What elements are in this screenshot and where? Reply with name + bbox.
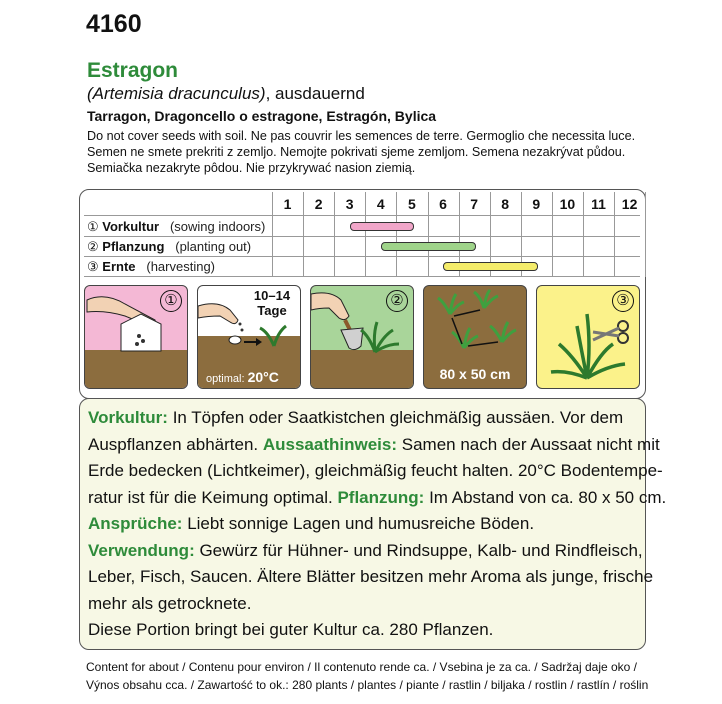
instruction-line xyxy=(88,405,637,432)
row-number: ② xyxy=(87,239,99,254)
month-header-2: 2 xyxy=(314,196,323,212)
month-header-5: 5 xyxy=(407,196,416,212)
instruction-text: Erde bedecken (Lichtkeimer), gleichmäßig feucht halten. 20°C Bodentempe- xyxy=(88,461,663,480)
month-header-1: 1 xyxy=(283,196,292,212)
month-header-7: 7 xyxy=(470,196,478,212)
month-header-12: 12 xyxy=(621,196,638,212)
step-number-badge: ② xyxy=(386,290,408,312)
instruction-text: mehr als getrocknete. xyxy=(88,593,252,613)
row-subtitle: (planting out) xyxy=(175,239,252,254)
footer-line: Content for about / Contenu pour environ / Il contenuto rende ca. / Vsebina je za ca. / Sadržaj daje oko / xyxy=(86,660,638,674)
grid-column-line xyxy=(428,192,429,277)
panel-sowing-indoors xyxy=(84,285,188,389)
calendar-bar-ernte xyxy=(443,262,538,271)
instruction-heading: Vorkultur: xyxy=(88,408,168,427)
instruction-line xyxy=(88,485,667,512)
grid-column-line xyxy=(365,192,366,277)
calendar-bar-vorkultur xyxy=(350,222,414,231)
month-header-4: 4 xyxy=(376,196,385,212)
footer-line: Výnos obsahu cca. / Zawartość to ok.: 280 plants / plantes / piante / rastlin / biljaka / rostlin / rastlín / roślin xyxy=(86,678,649,692)
row-number: ① xyxy=(87,219,99,234)
panel-planting-out xyxy=(310,285,414,389)
growing-instructions xyxy=(79,398,667,650)
instruction-line xyxy=(88,591,637,618)
product-title: Estragon xyxy=(87,59,179,82)
grid-column-line xyxy=(583,192,584,277)
grid-column-line xyxy=(396,192,397,277)
row-number: ③ xyxy=(87,259,99,274)
row-label-vorkultur xyxy=(87,219,265,235)
month-header-6: 6 xyxy=(439,196,447,212)
note-line: Do not cover seeds with soil. Ne pas couvrir les semences de terre. Germoglio che necessita luce. xyxy=(87,129,636,143)
instruction-text: In Töpfen oder Saatkistchen gleichmäßig aussäen. Vor dem xyxy=(167,408,624,427)
grid-column-line xyxy=(334,192,335,277)
step-number-badge: ① xyxy=(160,290,182,312)
row-title: Vorkultur xyxy=(102,219,160,234)
instruction-line xyxy=(88,432,660,459)
latin-name xyxy=(87,84,365,104)
panel-harvest xyxy=(536,285,640,389)
instruction-text: Liebt sonnige Lagen und humusreiche Böden. xyxy=(182,514,535,533)
calendar-bar-pflanzung xyxy=(381,242,476,251)
instruction-line xyxy=(88,458,663,485)
grid-row-line xyxy=(84,256,640,257)
optimal-label: optimal: xyxy=(206,373,245,385)
month-header-9: 9 xyxy=(532,196,541,212)
instruction-line xyxy=(88,564,654,591)
instruction-text: Auspflanzen abhärten. xyxy=(88,434,263,454)
grid-row-line xyxy=(84,276,640,277)
note-line: Semen ne smete prekriti z zemljo. Nemojte pokrivati sjeme zemljom. Semena nezakrývat půdou. xyxy=(87,145,626,159)
panel-germination xyxy=(197,285,301,389)
instruction-text: Samen nach der Aussaat nicht mit xyxy=(397,434,660,454)
note-line: Semiačka nezakryte pôdou. Nie przykrywać nasion ziemią. xyxy=(87,161,416,175)
latin-binomial: (Artemisia dracunculus) xyxy=(87,84,266,103)
month-header-11: 11 xyxy=(591,196,606,212)
translated-names: Tarragon, Dragoncello o estragone, Estragón, Bylica xyxy=(87,108,437,124)
instruction-heading: Verwendung: xyxy=(88,540,195,560)
row-label-ernte xyxy=(87,259,215,275)
grid-column-line xyxy=(303,192,304,277)
instruction-text: Leber, Fisch, Saucen. Ältere Blätter besitzen mehr Aroma als junge, frische xyxy=(88,567,654,586)
grid-row-line xyxy=(84,215,640,216)
grid-column-line xyxy=(272,192,273,277)
instruction-line xyxy=(88,617,637,644)
instruction-text: ratur ist für die Keimung optimal. xyxy=(88,487,338,507)
instruction-heading: Aussaathinweis: xyxy=(262,434,398,454)
instruction-line xyxy=(88,538,643,565)
spacing-label: 80 x 50 cm xyxy=(439,366,511,382)
grid-column-line xyxy=(552,192,553,277)
row-subtitle: (sowing indoors) xyxy=(169,219,266,234)
grid-column-line xyxy=(614,192,615,277)
month-header-3: 3 xyxy=(345,196,354,212)
optimal-temperature-value: 20°C xyxy=(247,369,279,385)
row-label-pflanzung xyxy=(87,239,251,255)
instruction-line xyxy=(88,511,637,538)
instruction-text: Diese Portion bringt bei guter Kultur ca. 280 Pflanzen. xyxy=(88,620,494,639)
instruction-text: Gewürz für Hühner- und Rindsuppe, Kalb- und Rindfleisch, xyxy=(194,540,643,560)
germination-days-label: Tage xyxy=(257,303,287,318)
germination-days-range: 10–14 xyxy=(253,288,291,303)
step-number-badge: ③ xyxy=(612,290,634,312)
product-code: 4160 xyxy=(86,10,142,38)
grid-column-line xyxy=(645,192,646,277)
instruction-heading: Pflanzung: xyxy=(337,487,425,507)
latin-suffix: , ausdauernd xyxy=(265,84,365,103)
month-header-10: 10 xyxy=(559,196,576,212)
instruction-text: Im Abstand von ca. 80 x 50 cm. xyxy=(424,487,667,507)
instruction-heading: Ansprüche: xyxy=(88,514,183,533)
optimal-temperature xyxy=(206,369,279,385)
month-header-8: 8 xyxy=(501,196,510,212)
row-title: Pflanzung xyxy=(102,239,165,254)
panel-spacing xyxy=(423,285,527,389)
row-subtitle: (harvesting) xyxy=(146,259,215,274)
row-title: Ernte xyxy=(102,259,136,274)
grid-row-line xyxy=(84,236,640,237)
